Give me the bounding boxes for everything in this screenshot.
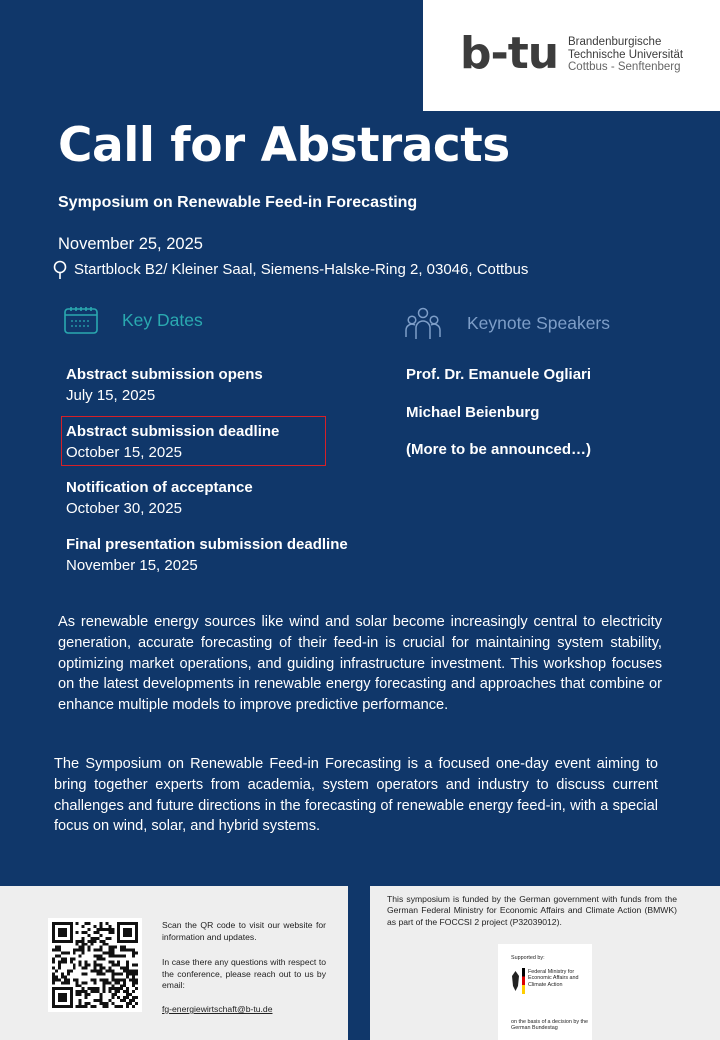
keynote-speaker: (More to be announced…) [406, 441, 591, 458]
footer-contact-panel [0, 886, 348, 1040]
event-subtitle: Symposium on Renewable Feed-in Forecasting [58, 194, 418, 211]
keynote-speakers-heading: Keynote Speakers [405, 306, 610, 340]
funding-statement: This symposium is funded by the German government with funds from the German Federal Ministry for Economic Affairs and Climate Action (BMWK) as part of the FOCCSI 2 project (P32039012). [387, 894, 677, 927]
event-location [52, 260, 528, 280]
keynote-speaker: Prof. Dr. Emanuele Ogliari [406, 366, 592, 383]
location-text: Startblock B2/ Kleiner Saal, Siemens-Halske-Ring 2, 03046, Cottbus [74, 261, 529, 278]
qr-instruction: Scan the QR code to visit our website for information and updates. [162, 920, 326, 942]
university-name: Brandenburgische Technische Universität Cottbus - Senftenberg [568, 36, 684, 73]
qr-code[interactable] [48, 918, 142, 1012]
keynote-speaker: Michael Beienburg [406, 404, 540, 421]
key-date-item: Notification of acceptance October 30, 2025 [66, 479, 253, 517]
contact-email-link[interactable]: fg-energiewirtschaft@b-tu.de [162, 1004, 273, 1014]
federal-eagle-icon [511, 968, 520, 994]
description-paragraph: The Symposium on Renewable Feed-in Forecasting is a focused one-day event aiming to bring together experts from academia, system operators and industry to discuss current challenges and future directions in the forecasting of renewable energy feed-in, with a special focus on wind, solar, and hybrid systems. [54, 756, 658, 835]
page-title: Call for Abstracts [58, 118, 510, 173]
qr-code-image [52, 922, 138, 1008]
intro-paragraph: As renewable energy sources like wind and solar become increasingly central to electricity generation, accurate forecasting of their feed-in is crucial for maintaining system stability, optimizing market operations, and guiding infrastructure investment. This workshop focuses on the latest developments in renewable energy forecasting and approaches that combine or enhance multiple models to improve predictive performance. [58, 614, 662, 714]
key-dates-heading: Key Dates [64, 306, 203, 334]
event-date: November 25, 2025 [58, 235, 203, 253]
key-date-item: Abstract submission opens July 15, 2025 [66, 366, 263, 404]
bmwk-logo: Supported by: Federal Ministry for Economic Affairs and Climate Action on the basis of a decision by the German Bundestag [498, 944, 592, 1040]
questions-text: In case there any questions with respect to the conference, please reach out to us by email: [162, 957, 326, 991]
footer-funding-panel [370, 886, 720, 1040]
key-date-item: Final presentation submission deadline November 15, 2025 [66, 536, 348, 574]
german-flag-stripe [522, 968, 525, 994]
location-pin-icon [52, 260, 68, 280]
key-date-item: Abstract submission deadline October 15, 2025 [66, 423, 280, 461]
university-logo [423, 0, 720, 111]
people-group-icon [405, 306, 441, 340]
btu-logo-mark: b-tu [460, 28, 559, 79]
calendar-icon [64, 306, 98, 334]
